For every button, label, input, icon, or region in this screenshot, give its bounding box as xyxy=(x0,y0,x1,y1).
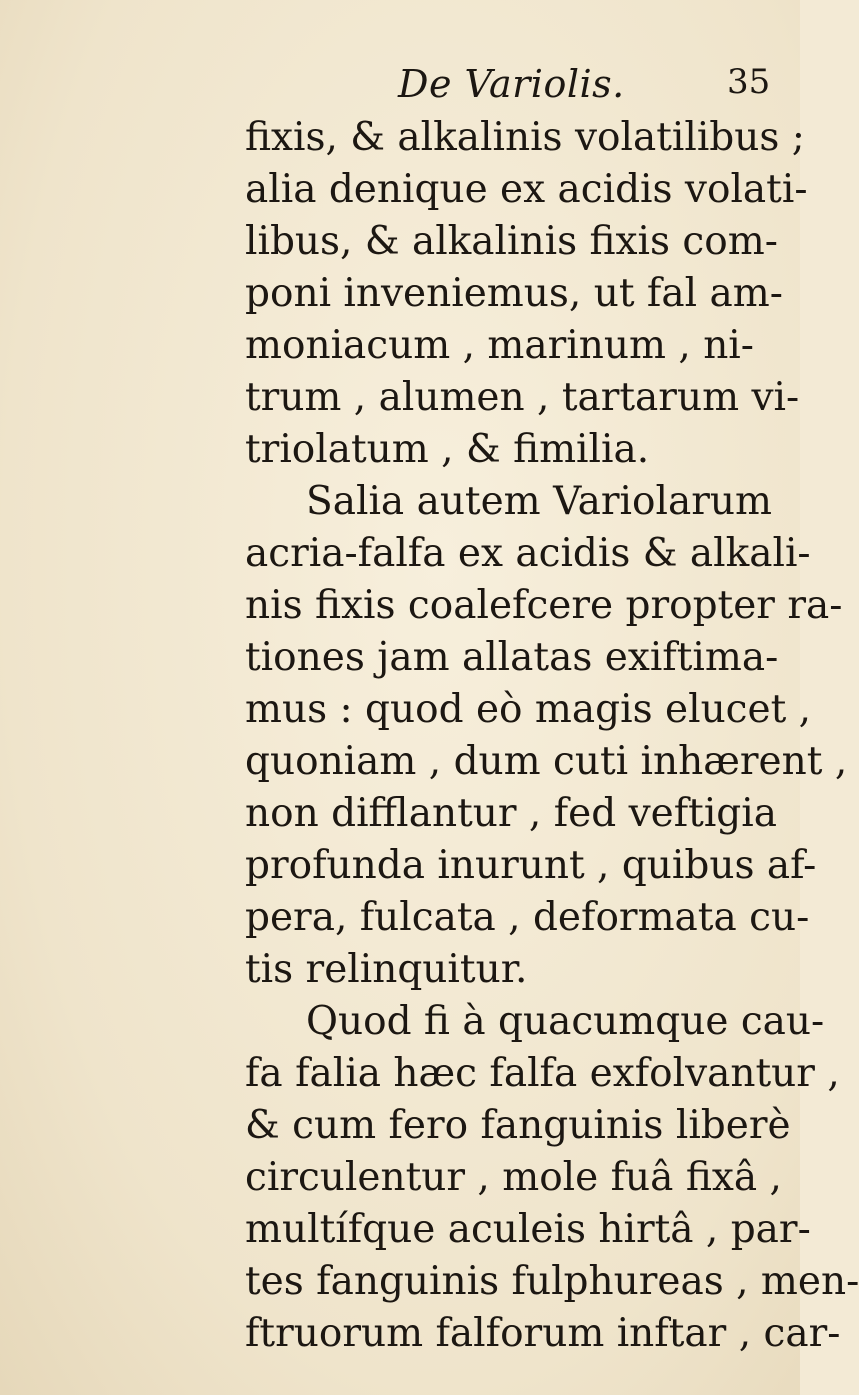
text-line: pera, fulcata , deformata cu- xyxy=(245,895,810,940)
text-line: libus, & alkalinis fixis com- xyxy=(245,219,778,264)
text-line: moniacum , marinum , ni- xyxy=(245,323,754,368)
text-line: acria-falfa ex acidis & alkali- xyxy=(245,531,811,576)
text-line: tiones jam allatas exiftima- xyxy=(245,635,779,680)
text-line: tes fanguinis fulphureas , men- xyxy=(245,1259,859,1304)
page-number: 35 xyxy=(727,62,771,102)
text-line: non difflantur , fed veftigia xyxy=(245,791,777,836)
text-line: & cum fero fanguinis liberè xyxy=(245,1103,791,1148)
text-line: fa falia hæc falfa exfolvantur , xyxy=(245,1051,840,1096)
text-line: profunda inurunt , quibus af- xyxy=(245,843,817,888)
text-line: alia denique ex acidis volati- xyxy=(245,167,808,212)
text-line: triolatum , & fimilia. xyxy=(245,427,650,472)
text-line: tis relinquitur. xyxy=(245,947,528,992)
text-line: ftruorum falforum inftar , car- xyxy=(245,1311,841,1356)
text-line: Quod fi à quacumque cau- xyxy=(306,999,825,1044)
text-line: circulentur , mole fuâ fixâ , xyxy=(245,1155,782,1200)
text-line: nis fixis coalefcere propter ra- xyxy=(245,583,843,628)
running-title: De Variolis. xyxy=(398,62,625,106)
text-line: Salia autem Variolarum xyxy=(306,479,772,524)
text-line: mus : quod eò magis elucet , xyxy=(245,687,812,732)
text-line: trum , alumen , tartarum vi- xyxy=(245,375,800,420)
text-line: quoniam , dum cuti inhærent , xyxy=(245,739,848,784)
text-line: fixis, & alkalinis volatilibus ; xyxy=(245,115,805,160)
text-line: poni inveniemus, ut fal am- xyxy=(245,271,783,316)
text-line: multífque aculeis hirtâ , par- xyxy=(245,1207,811,1252)
